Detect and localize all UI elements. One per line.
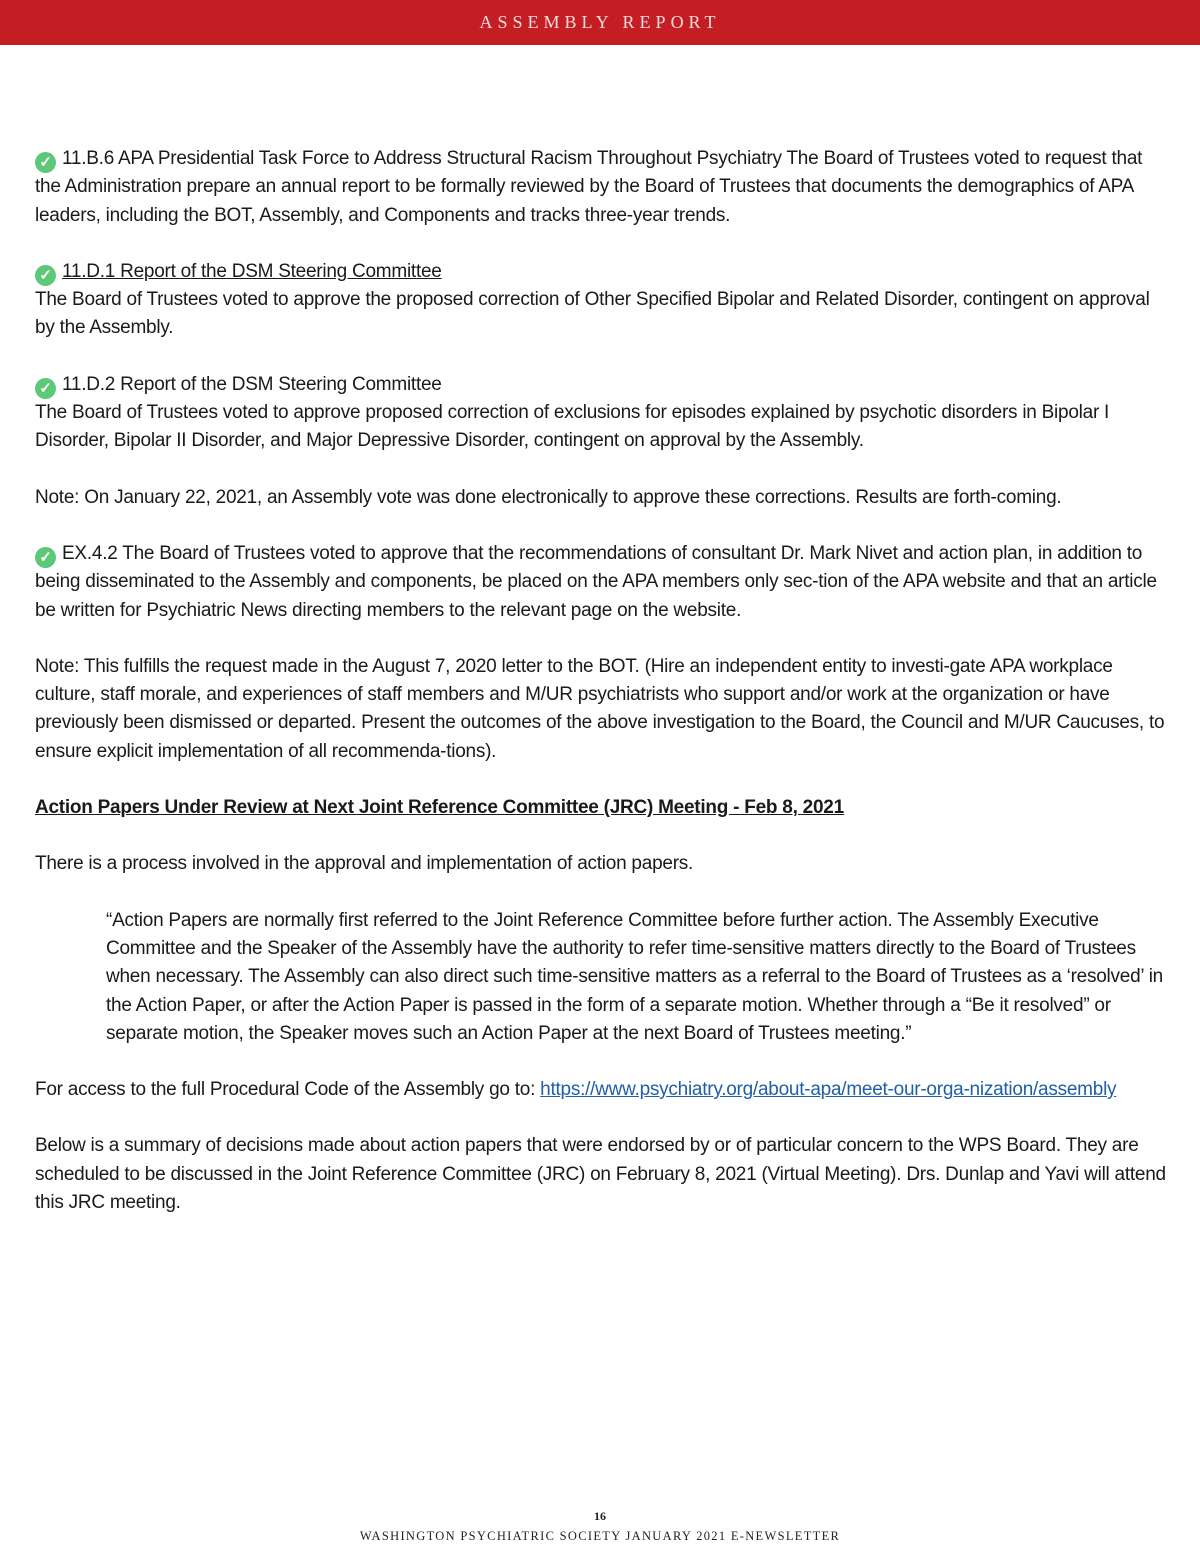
page-number: 16 (594, 1509, 606, 1523)
note-vote: Note: On January 22, 2021, an Assembly vote was done electronically to approve these corrections. Results are forth-coming. (35, 486, 1062, 508)
access-text: For access to the full Procedural Code of the Assembly go to: (35, 1079, 541, 1101)
header-title: ASSEMBLY REPORT (479, 12, 721, 32)
block-quote: “Action Papers are normally first referred to the Joint Reference Committee before further action. The Assembly Executive Committee and the Speaker of the Assembly have the authority to refer time-sensitive matters directly to the Board of Trustees when necessary. The Assembly can also direct such time-sensitive matters as a referral to the Board of Trustees as a ‘resolved’ in the Action Paper, or after the Action Paper is passed in the form of a separate motion. Whether through a “Be it resolved” or separate motion, the Speaker moves such an Action Paper at the next Board of Trustees meeting.” (106, 909, 1163, 1044)
item-body: The Board of Trustees voted to approve that the recommendations of consultant Dr. Mark Nivet and action plan, in addition to being disseminated to the Assembly and components, be placed on the APA members only sec-tion of the APA website and that an article be written for Psychiatric News directing members to the relevant page on the website. (35, 542, 1157, 621)
item-11d1 (35, 258, 1167, 343)
check-circle-icon: ✓ (35, 265, 56, 286)
header-banner (0, 0, 1200, 45)
access-paragraph (35, 1076, 1167, 1104)
item-title: 11.D.2 Report of the DSM Steering Committee (62, 373, 442, 395)
item-11b6 (35, 145, 1167, 230)
section-heading: Action Papers Under Review at Next Joint Reference Committee (JRC) Meeting - Feb 8, 2021 (35, 797, 844, 819)
item-title: 11.D.1 Report of the DSM Steering Committee (62, 260, 442, 282)
summary-text: Below is a summary of decisions made about action papers that were endorsed by or of particular concern to the WPS Board. They are scheduled to be discussed in the Joint Reference Committee (JRC) on February 8, 2021 (Virtual Meeting). Drs. Dunlap and Yavi will attend this JRC meeting. (35, 1135, 1166, 1214)
item-body: The Board of Trustees voted to approve the proposed correction of Other Specified Bipolar and Related Disorder, contingent on approval by the Assembly. (35, 289, 1150, 339)
item-ex42 (35, 540, 1167, 625)
footer-publication: WASHINGTON PSYCHIATRIC SOCIETY JANUARY 2021 E-NEWSLETTER (359, 1529, 841, 1543)
item-body: The Board of Trustees voted to request that the Administration prepare an annual report to be formally reviewed by the Board of Trustees that documents the demographics of APA leaders, including the BOT, Assembly, and Components and tracks three-year trends. (35, 148, 1143, 226)
page-content (35, 145, 1167, 1245)
check-circle-icon: ✓ (35, 547, 56, 568)
note-fulfills: Note: This fulfills the request made in the August 7, 2020 letter to the BOT. (Hire an independent entity to investi-gate APA workplace culture, staff morale, and experiences of staff members and M/UR psychiatrists who support and/or work at the organization or have previously been dismissed or departed. Present the outcomes of the above investigation to the Board, the Council and M/UR Caucuses, to ensure explicit implementation of all recommenda-tions). (35, 655, 1165, 762)
check-circle-icon: ✓ (35, 378, 56, 399)
procedural-code-link[interactable]: https://www.psychiatry.org/about-apa/meet-our-orga-nization/assembly (540, 1079, 1117, 1101)
check-circle-icon: ✓ (35, 152, 56, 173)
item-title: 11.B.6 APA Presidential Task Force to Address Structural Racism Throughout Psychiatry (62, 148, 782, 169)
item-11d2 (35, 371, 1167, 456)
item-title: EX.4.2 (62, 542, 118, 564)
process-text: There is a process involved in the approval and implementation of action papers. (35, 853, 694, 875)
item-body: The Board of Trustees voted to approve proposed correction of exclusions for episodes explained by psychotic disorders in Bipolar I Disorder, Bipolar II Disorder, and Major Depressive Disorder, contingent on approval by the Assembly. (35, 402, 1110, 452)
